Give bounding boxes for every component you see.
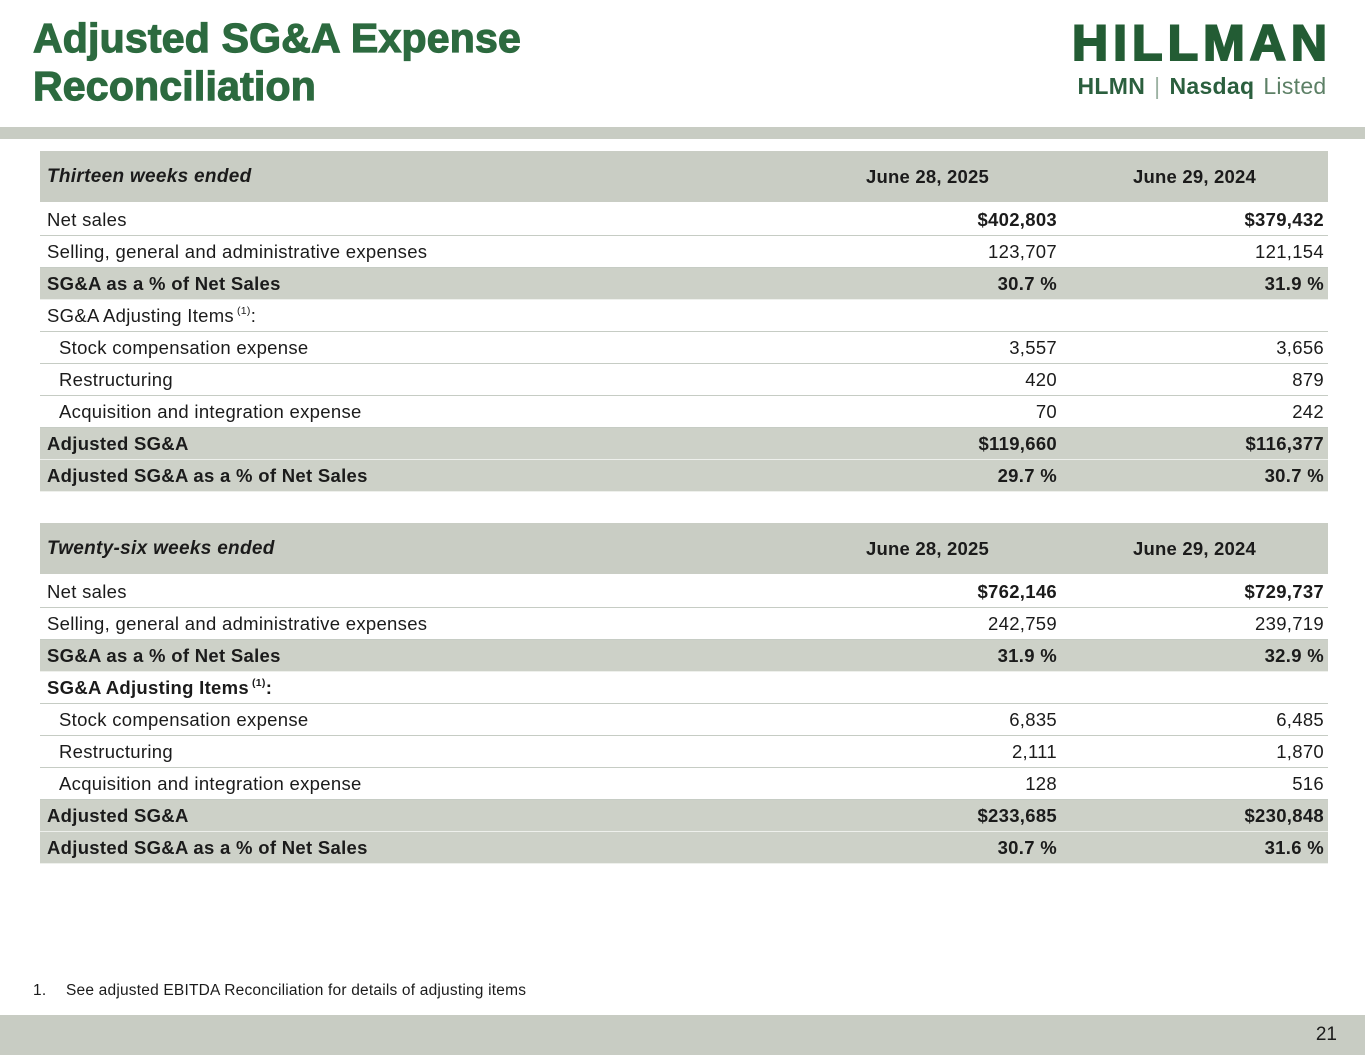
footnote-text: See adjusted EBITDA Reconciliation for details of adjusting items xyxy=(66,982,527,999)
row-value: 1,870 xyxy=(1276,740,1324,762)
row-value: 3,656 xyxy=(1276,336,1324,358)
bottom-bar xyxy=(0,1015,1365,1055)
nasdaq-label: Nasdaq xyxy=(1169,73,1255,99)
row-value: 420 xyxy=(1025,368,1057,390)
row-label: Adjusted SG&A xyxy=(47,432,189,454)
row-value: 30.7 % xyxy=(997,272,1057,294)
table-row xyxy=(40,396,1328,428)
row-label: Adjusted SG&A as a % of Net Sales xyxy=(47,464,368,486)
row-value: 242,759 xyxy=(988,612,1057,634)
table-row xyxy=(40,300,1328,332)
table-row xyxy=(40,428,1328,460)
table-header-row xyxy=(40,523,1328,576)
table-row xyxy=(40,460,1328,492)
row-value: 6,485 xyxy=(1276,708,1324,730)
row-value: 879 xyxy=(1292,368,1324,390)
row-value: 128 xyxy=(1025,772,1057,794)
title-line-1: Adjusted SG&A Expense xyxy=(33,15,521,61)
row-value: 239,719 xyxy=(1255,612,1324,634)
row-value: 121,154 xyxy=(1255,240,1324,262)
row-value: 31.6 % xyxy=(1264,836,1324,858)
table-row xyxy=(40,800,1328,832)
row-label: SG&A as a % of Net Sales xyxy=(47,272,281,294)
ticker-label: HLMN xyxy=(1077,73,1146,99)
row-label: Stock compensation expense xyxy=(59,708,309,730)
table-row xyxy=(40,640,1328,672)
title-line-2: Reconciliation xyxy=(33,63,317,109)
row-value: 31.9 % xyxy=(1264,272,1324,294)
period-label: Twenty-six weeks ended xyxy=(47,537,275,559)
page-title xyxy=(33,14,521,127)
table-row xyxy=(40,704,1328,736)
row-value: 29.7 % xyxy=(997,464,1057,486)
row-value: $379,432 xyxy=(1244,208,1324,230)
row-label: SG&A Adjusting Items $^{(1)}$: xyxy=(47,304,257,326)
row-label: Adjusted SG&A xyxy=(47,804,189,826)
footnote-number: 1. xyxy=(33,982,47,999)
table-row xyxy=(40,332,1328,364)
row-value: $762,146 xyxy=(977,580,1057,602)
footnote xyxy=(33,982,526,1000)
row-label: Acquisition and integration expense xyxy=(59,772,362,794)
column-header: June 29, 2024 xyxy=(1133,537,1256,559)
divider-bar xyxy=(0,127,1365,139)
table-row xyxy=(40,576,1328,608)
row-label: Net sales xyxy=(47,208,127,230)
row-label: SG&A as a % of Net Sales xyxy=(47,644,281,666)
row-value: $230,848 xyxy=(1244,804,1324,826)
table-row xyxy=(40,364,1328,396)
listed-label: Listed xyxy=(1263,73,1327,99)
row-value: $233,685 xyxy=(977,804,1057,826)
row-value: 32.9 % xyxy=(1264,644,1324,666)
table-row xyxy=(40,268,1328,300)
row-label: SG&A Adjusting Items $^{(1)}$: xyxy=(47,676,273,698)
row-value: 2,111 xyxy=(1011,740,1057,762)
row-label: Selling, general and administrative expenses xyxy=(47,612,428,634)
row-value: 30.7 % xyxy=(997,836,1057,858)
column-header: June 29, 2024 xyxy=(1133,165,1256,187)
page-number: 21 xyxy=(1315,1024,1337,1045)
table-row xyxy=(40,236,1328,268)
row-value: 3,557 xyxy=(1009,336,1057,358)
row-value: 516 xyxy=(1292,772,1324,794)
row-value: 6,835 xyxy=(1009,708,1057,730)
table-header-row xyxy=(40,151,1328,204)
pipe-separator: | xyxy=(1154,73,1161,99)
row-value: $729,737 xyxy=(1244,580,1324,602)
nasdaq-listed-line xyxy=(1072,73,1332,100)
row-label: Selling, general and administrative expenses xyxy=(47,240,428,262)
row-value: $402,803 xyxy=(977,208,1057,230)
row-label: Net sales xyxy=(47,580,127,602)
row-label: Restructuring xyxy=(59,368,173,390)
footnote-ref: (1) xyxy=(236,305,251,318)
period-label: Thirteen weeks ended xyxy=(47,165,252,187)
table-row xyxy=(40,608,1328,640)
slide-header xyxy=(0,0,1365,127)
table-body xyxy=(40,204,1328,492)
row-value: $116,377 xyxy=(1245,432,1324,454)
row-value: 123,707 xyxy=(988,240,1057,262)
row-value: 242 xyxy=(1292,400,1324,422)
table-row xyxy=(40,672,1328,704)
row-label: Stock compensation expense xyxy=(59,336,309,358)
hillman-logo xyxy=(1072,14,1332,127)
row-label: Acquisition and integration expense xyxy=(59,400,362,422)
table-row xyxy=(40,768,1328,800)
row-label: Restructuring xyxy=(59,740,173,762)
table-body xyxy=(40,576,1328,864)
table-row xyxy=(40,736,1328,768)
row-value: 70 xyxy=(1035,400,1057,422)
table-row xyxy=(40,204,1328,236)
column-header: June 28, 2025 xyxy=(866,537,989,559)
table-twenty-six-weeks xyxy=(40,523,1328,864)
row-label: Adjusted SG&A as a % of Net Sales xyxy=(47,836,368,858)
column-header: June 28, 2025 xyxy=(866,165,989,187)
main-content xyxy=(40,151,1328,864)
row-value: 31.9 % xyxy=(997,644,1057,666)
row-value: 30.7 % xyxy=(1264,464,1324,486)
row-value: $119,660 xyxy=(978,432,1057,454)
table-thirteen-weeks xyxy=(40,151,1328,492)
hillman-wordmark: HILLMAN xyxy=(1072,15,1332,71)
table-row xyxy=(40,832,1328,864)
footnote-ref: (1) xyxy=(251,677,266,690)
